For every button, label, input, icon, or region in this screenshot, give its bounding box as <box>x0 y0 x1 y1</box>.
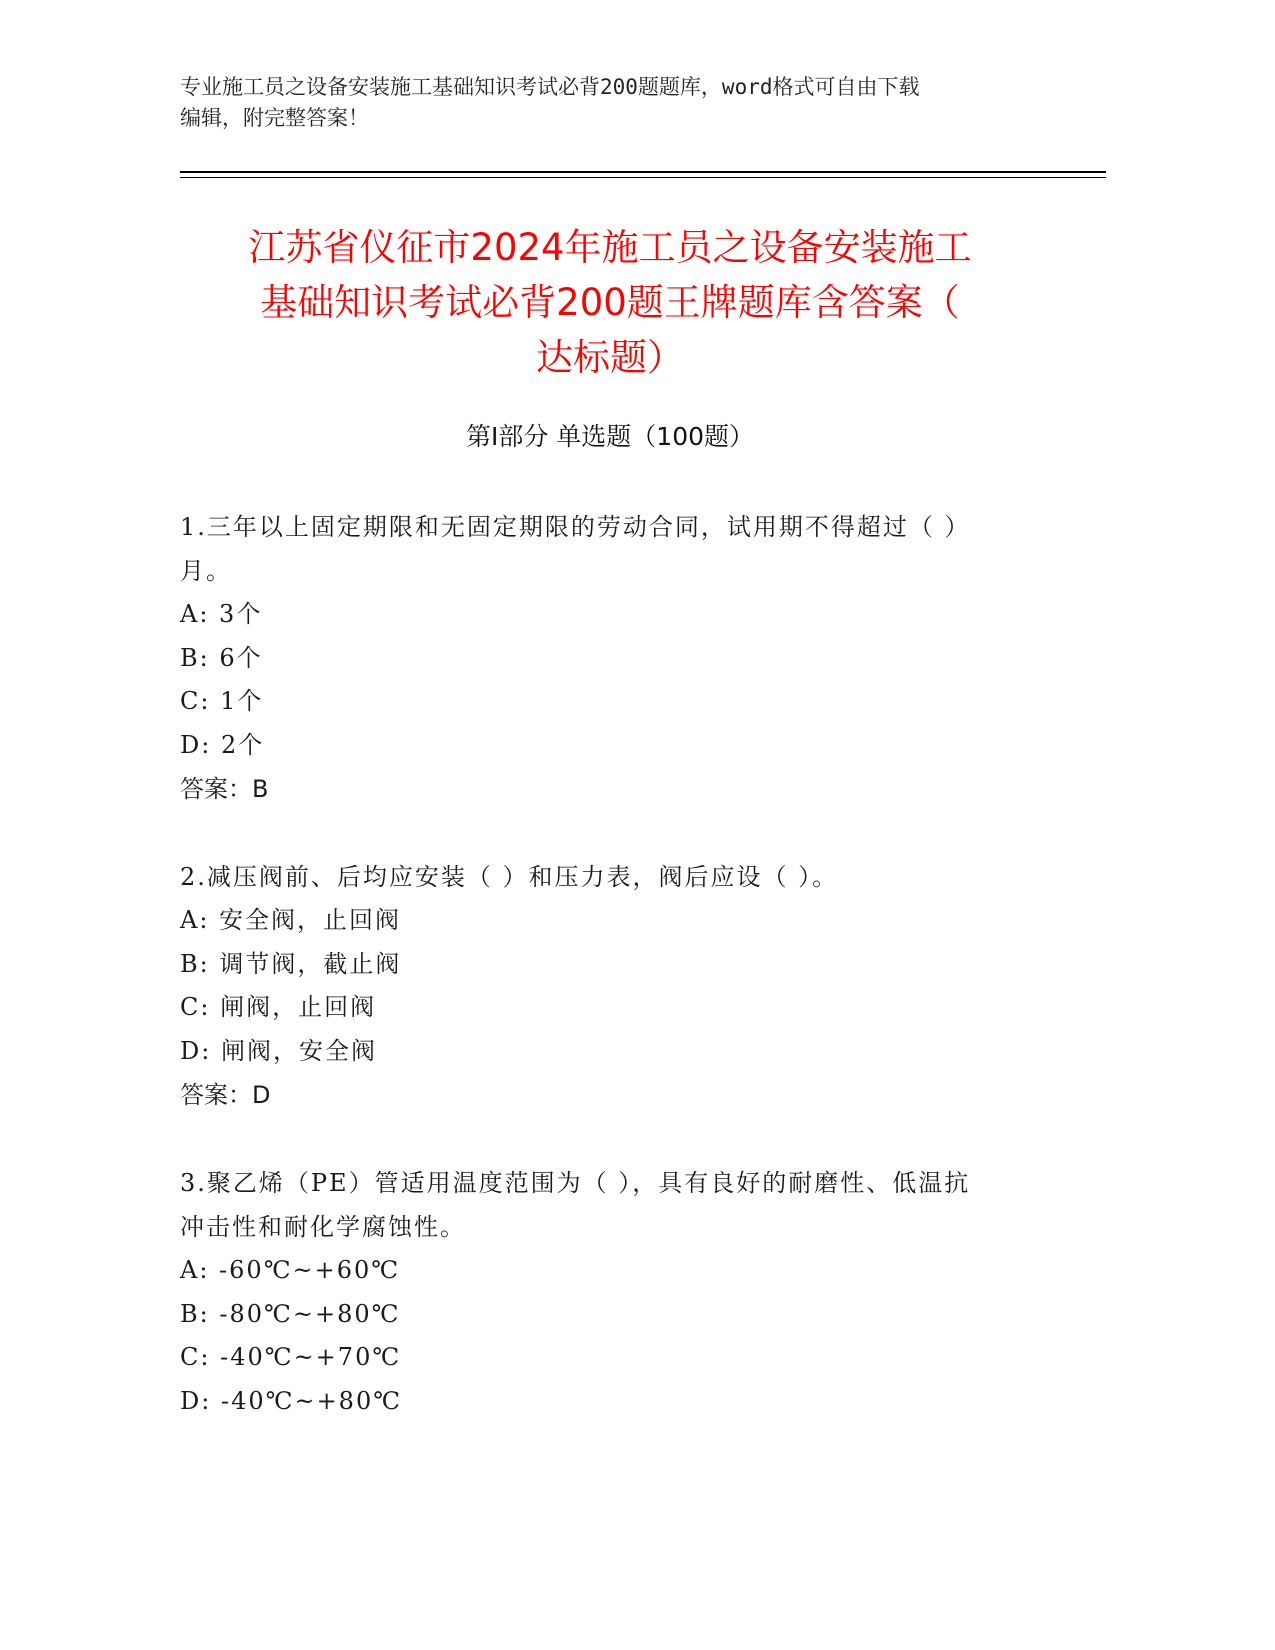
question-list <box>180 505 1040 1467</box>
option-d: D: 2个 <box>180 730 265 759</box>
header-note <box>180 72 1080 134</box>
document-title-line-1: 江苏省仪征市2024年施工员之设备安装施工 <box>248 226 972 269</box>
answer: 答案：B <box>180 775 269 803</box>
option-a: A: 3个 <box>180 600 263 628</box>
header-note-line-1: 专业施工员之设备安装施工基础知识考试必背200题题库，word格式可自由下载 <box>180 75 920 99</box>
answer: 答案：D <box>180 1081 271 1109</box>
question-stem: 2.减压阀前、后均应安装（ ）和压力表，阀后应设（ ）。 <box>180 863 839 891</box>
option-b: B: 调节阀，截止阀 <box>180 949 402 978</box>
option-a: A: 安全阀，止回阀 <box>180 906 402 934</box>
question-stem: 1.三年以上固定期限和无固定期限的劳动合同，试用期不得超过（ ） <box>180 513 971 541</box>
question-3 <box>180 1161 1040 1423</box>
option-d: D: 闸阀，安全阀 <box>180 1036 377 1065</box>
option-d: D: -40℃~+80℃ <box>180 1386 403 1415</box>
question-2 <box>180 855 1040 1117</box>
option-b: B: 6个 <box>180 643 263 672</box>
question-stem-continued: 月。 <box>180 557 232 585</box>
option-c: C: -40℃~+70℃ <box>180 1343 402 1371</box>
document-title-line-2: 基础知识考试必背200题王牌题库含答案（ <box>260 281 960 324</box>
option-c: C: 1个 <box>180 687 264 715</box>
document-title-line-3: 达标题） <box>536 336 684 379</box>
document-title <box>180 220 1040 385</box>
question-1 <box>180 505 1040 811</box>
header-divider-thick <box>180 171 1106 173</box>
section-heading: 第Ⅰ部分 单选题（100题） <box>465 422 755 451</box>
header-divider-thin <box>180 177 1106 178</box>
question-stem-continued: 冲击性和耐化学腐蚀性。 <box>180 1213 466 1241</box>
option-b: B: -80℃~+80℃ <box>180 1299 401 1328</box>
option-a: A: -60℃~+60℃ <box>180 1256 401 1284</box>
question-stem: 3.聚乙烯（PE）管适用温度范围为（ ），具有良好的耐磨性、低温抗 <box>180 1169 971 1197</box>
option-c: C: 闸阀，止回阀 <box>180 993 377 1021</box>
header-note-line-2: 编辑，附完整答案！ <box>180 106 369 130</box>
